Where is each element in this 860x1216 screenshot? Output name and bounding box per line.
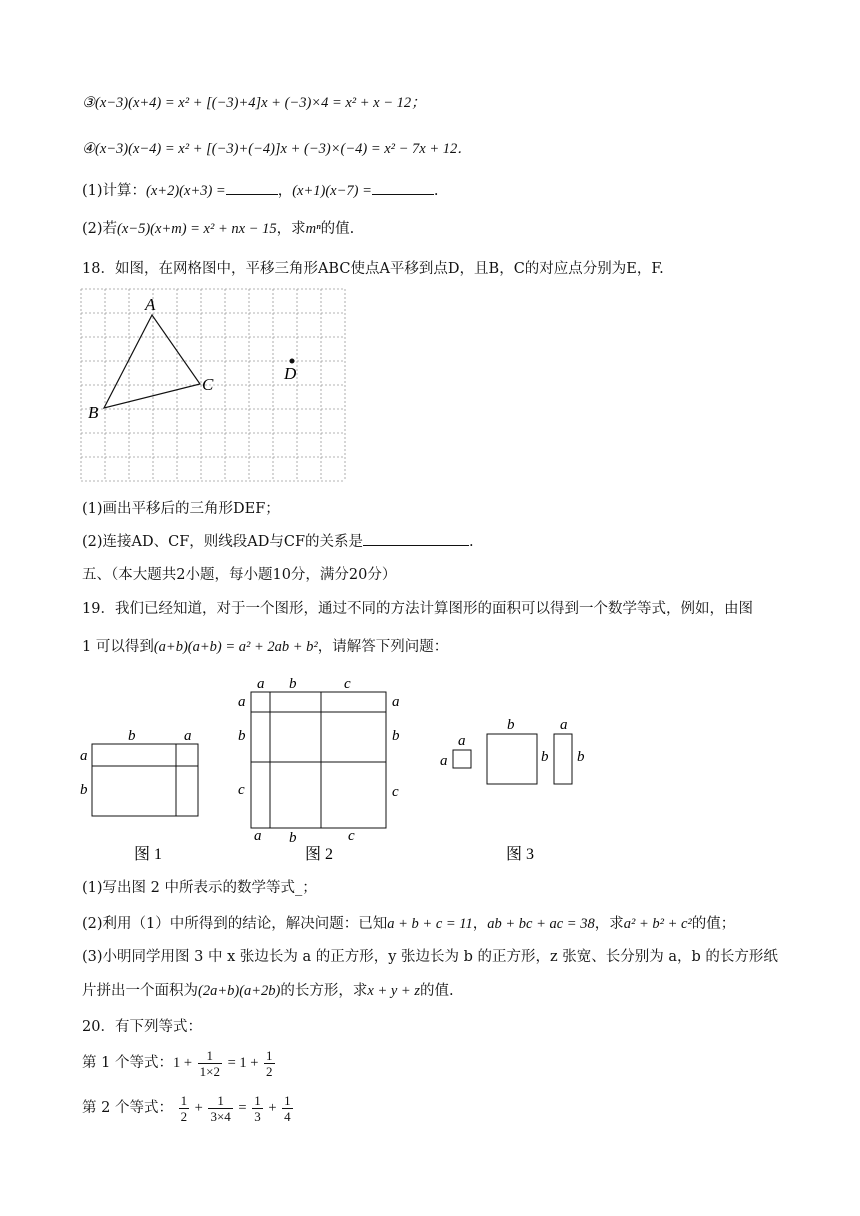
q17-part2 — [82, 219, 354, 239]
q20-title-text: 20．有下列等式： — [82, 1019, 202, 1035]
q17-part1 — [82, 180, 439, 201]
fig2-bottom-a: a — [254, 828, 262, 844]
fig1-label-top-a: a — [184, 728, 192, 744]
q19-sub2-mid: ，求 — [594, 916, 624, 932]
q20-eq1-lhs: 1 + — [172, 1055, 193, 1071]
q18-part1 — [82, 499, 280, 519]
fig2-bottom-c: c — [348, 828, 355, 844]
figure-1-rect — [92, 744, 198, 816]
triangle-abc — [104, 315, 200, 408]
figure-3-small-square — [453, 750, 471, 768]
fig2-top-b: b — [289, 676, 297, 692]
q20-title — [82, 1017, 202, 1037]
figure-1 — [92, 744, 198, 816]
fig1-caption: 图 1 — [134, 846, 163, 863]
q19-line1-text: 19．我们已经知道，对于一个图形，通过不同的方法计算图形的面积可以得到一个数学等式，例如，由图 — [82, 601, 753, 617]
q17-1-expr2: (x+1)(x−7) = — [292, 183, 372, 199]
answer-blank-3[interactable] — [363, 531, 469, 546]
q20-eq2-frac-1-den: 2 — [180, 1108, 188, 1124]
q20-eq2-eq: = — [238, 1100, 247, 1116]
q17-1-expr1: (x+2)(x+3) = — [146, 183, 226, 199]
fig2-top-c: c — [344, 676, 351, 692]
fig3-small-top-a: a — [458, 733, 466, 749]
q20-eq2-plus: + — [194, 1100, 203, 1116]
q20-eq2-frac-3-den: 3 — [254, 1108, 261, 1124]
label-d: D — [284, 364, 297, 383]
q19-sub1-text: (1)写出图 2 中所表示的数学等式_； — [82, 880, 317, 896]
label-b: B — [88, 403, 99, 422]
q20-equation-1 — [82, 1046, 276, 1080]
fig1-label-left-b: b — [80, 782, 88, 798]
q19-sub2-sep: ， — [472, 916, 488, 932]
q20-eq2-frac-3 — [252, 1093, 263, 1124]
q20-eq2-frac-1-num: 1 — [180, 1092, 188, 1108]
fig3-rect-right-b: b — [577, 749, 585, 765]
q17-2-expr: (x−5)(x+m) = x² + nx − 15 — [117, 221, 277, 237]
point-d — [290, 359, 295, 364]
q17-1-prefix: (1)计算： — [82, 183, 147, 199]
equation-4 — [82, 139, 472, 159]
q19-sub3-line1-text: (3)小明同学用图 3 中 x 张边长为 a 的正方形，y 张边长为 b 的正方形，z 张宽、长分别为 a，b 的长方形纸 — [82, 949, 778, 965]
q19-sub3-expr: (2a+b)(a+2b) — [198, 983, 281, 999]
q20-eq2-frac-4 — [282, 1093, 293, 1124]
grid-figure — [80, 288, 366, 484]
label-c: C — [202, 375, 214, 394]
equation-4-text: ④(x−3)(x−4) = x² + [(−3)+(−4)]x + (−3)×(−4) = x² − 7x + 12． — [82, 141, 472, 157]
q19-part2 — [82, 914, 735, 934]
q19-part3-line1 — [82, 947, 778, 967]
q17-2-mid: ，求 — [276, 221, 306, 237]
q19-sub3-expr2: x + y + z — [367, 983, 420, 999]
fig2-right-a: a — [392, 694, 400, 710]
fig2-caption: 图 2 — [305, 846, 334, 863]
fig2-bottom-b: b — [289, 830, 297, 846]
q18-sub2-text: (2)连接AD、CF，则线段AD与CF的关系是 — [82, 534, 364, 550]
q20-eq2-frac-2 — [208, 1093, 232, 1124]
q17-2-prefix: (2)若 — [82, 221, 118, 237]
q20-eq1-eq: = 1 + — [227, 1055, 259, 1071]
figure-3-large-square — [487, 734, 537, 784]
figure-3-rectangle — [554, 734, 572, 784]
equation-3 — [82, 93, 426, 113]
fig3-large-right-b: b — [541, 749, 549, 765]
q20-eq1-label: 第 1 个等式： — [82, 1055, 173, 1071]
q19-line2-expr: (a+b)(a+b) = a² + 2ab + b² — [153, 639, 318, 655]
q20-eq2-frac-4-den: 4 — [284, 1108, 291, 1124]
equation-3-text: ③(x−3)(x+4) = x² + [(−3)+4]x + (−3)×4 = x² + x − 12； — [82, 95, 426, 111]
answer-blank-2[interactable] — [372, 180, 434, 195]
q18-sub2-end: . — [469, 534, 474, 550]
fig1-label-top-b: b — [128, 728, 136, 744]
q20-eq2-frac-2-num: 1 — [208, 1093, 232, 1109]
fig2-left-a: a — [238, 694, 246, 710]
q19-sub2-pre: (2)利用（1）中所得到的结论，解决问题：已知 — [82, 916, 388, 932]
figures-1-2-3 — [60, 668, 620, 868]
q20-eq1-frac-1-num: 1 — [198, 1048, 222, 1064]
q17-1-end: . — [433, 183, 439, 199]
fig3-large-top-b: b — [507, 717, 515, 733]
section-5-text: 五、（本大题共2小题，每小题10分，满分20分） — [82, 567, 397, 583]
q19-line2 — [82, 637, 448, 657]
q20-eq1-frac-1 — [198, 1048, 222, 1079]
q19-sub2-e1: a + b + c = 11 — [387, 916, 473, 932]
q18-stem — [82, 259, 664, 279]
q19-sub3-pre: 片拼出一个面积为 — [82, 983, 198, 999]
fig3-caption: 图 3 — [506, 846, 535, 863]
q19-line2-post: ，请解答下列问题： — [317, 639, 449, 655]
q20-eq1-frac-2-num: 1 — [266, 1047, 273, 1063]
q19-sub3-mid: 的长方形，求 — [280, 983, 368, 999]
q17-1-sep: ， — [277, 183, 293, 199]
fig2-left-b: b — [238, 728, 246, 744]
q20-eq1-frac-1-den: 1×2 — [199, 1063, 220, 1079]
section-5-heading — [82, 565, 396, 585]
q20-eq2-frac-4-num: 1 — [284, 1092, 291, 1108]
q19-line2-pre: 1 可以得到 — [82, 639, 154, 655]
q20-eq2-frac-1 — [179, 1093, 190, 1124]
q17-2-end: 的值. — [320, 221, 355, 237]
figure-2 — [251, 692, 386, 828]
q20-eq1-frac-2 — [264, 1048, 275, 1079]
fig2-right-b: b — [392, 728, 400, 744]
q20-eq2-label: 第 2 个等式： — [82, 1100, 173, 1116]
fig3-rect-top-a: a — [560, 717, 568, 733]
q19-sub2-end: 的值； — [691, 916, 736, 932]
q18-text: 18．如图，在网格图中，平移三角形ABC使点A平移到点D，且B，C的对应点分别为E，F. — [82, 261, 664, 277]
fig2-left-c: c — [238, 782, 245, 798]
q20-equation-2 — [82, 1091, 294, 1125]
q19-sub2-e3: a² + b² + c² — [623, 916, 692, 932]
label-a: A — [145, 295, 156, 314]
q19-line1 — [82, 599, 753, 619]
q19-sub2-e2: ab + bc + ac = 38 — [487, 916, 595, 932]
figure-3 — [453, 734, 572, 784]
q20-eq2-frac-2-den: 3×4 — [210, 1108, 231, 1124]
q18-sub1-text: (1)画出平移后的三角形DEF； — [82, 501, 280, 517]
fig3-small-left-a: a — [440, 753, 448, 769]
q20-eq2-frac-3-num: 1 — [254, 1092, 261, 1108]
q19-part3-line2 — [82, 981, 454, 1001]
fig2-top-a: a — [257, 676, 265, 692]
fig1-label-left-a: a — [80, 748, 88, 764]
q20-eq1-frac-2-den: 2 — [266, 1063, 273, 1079]
q17-2-target: mⁿ — [305, 221, 321, 237]
answer-blank-1[interactable] — [226, 180, 278, 195]
fig2-right-c: c — [392, 784, 399, 800]
q20-eq2-plus2: + — [268, 1100, 277, 1116]
q18-part2 — [82, 531, 474, 552]
q19-sub3-end: 的值. — [419, 983, 454, 999]
q19-part1 — [82, 878, 317, 898]
